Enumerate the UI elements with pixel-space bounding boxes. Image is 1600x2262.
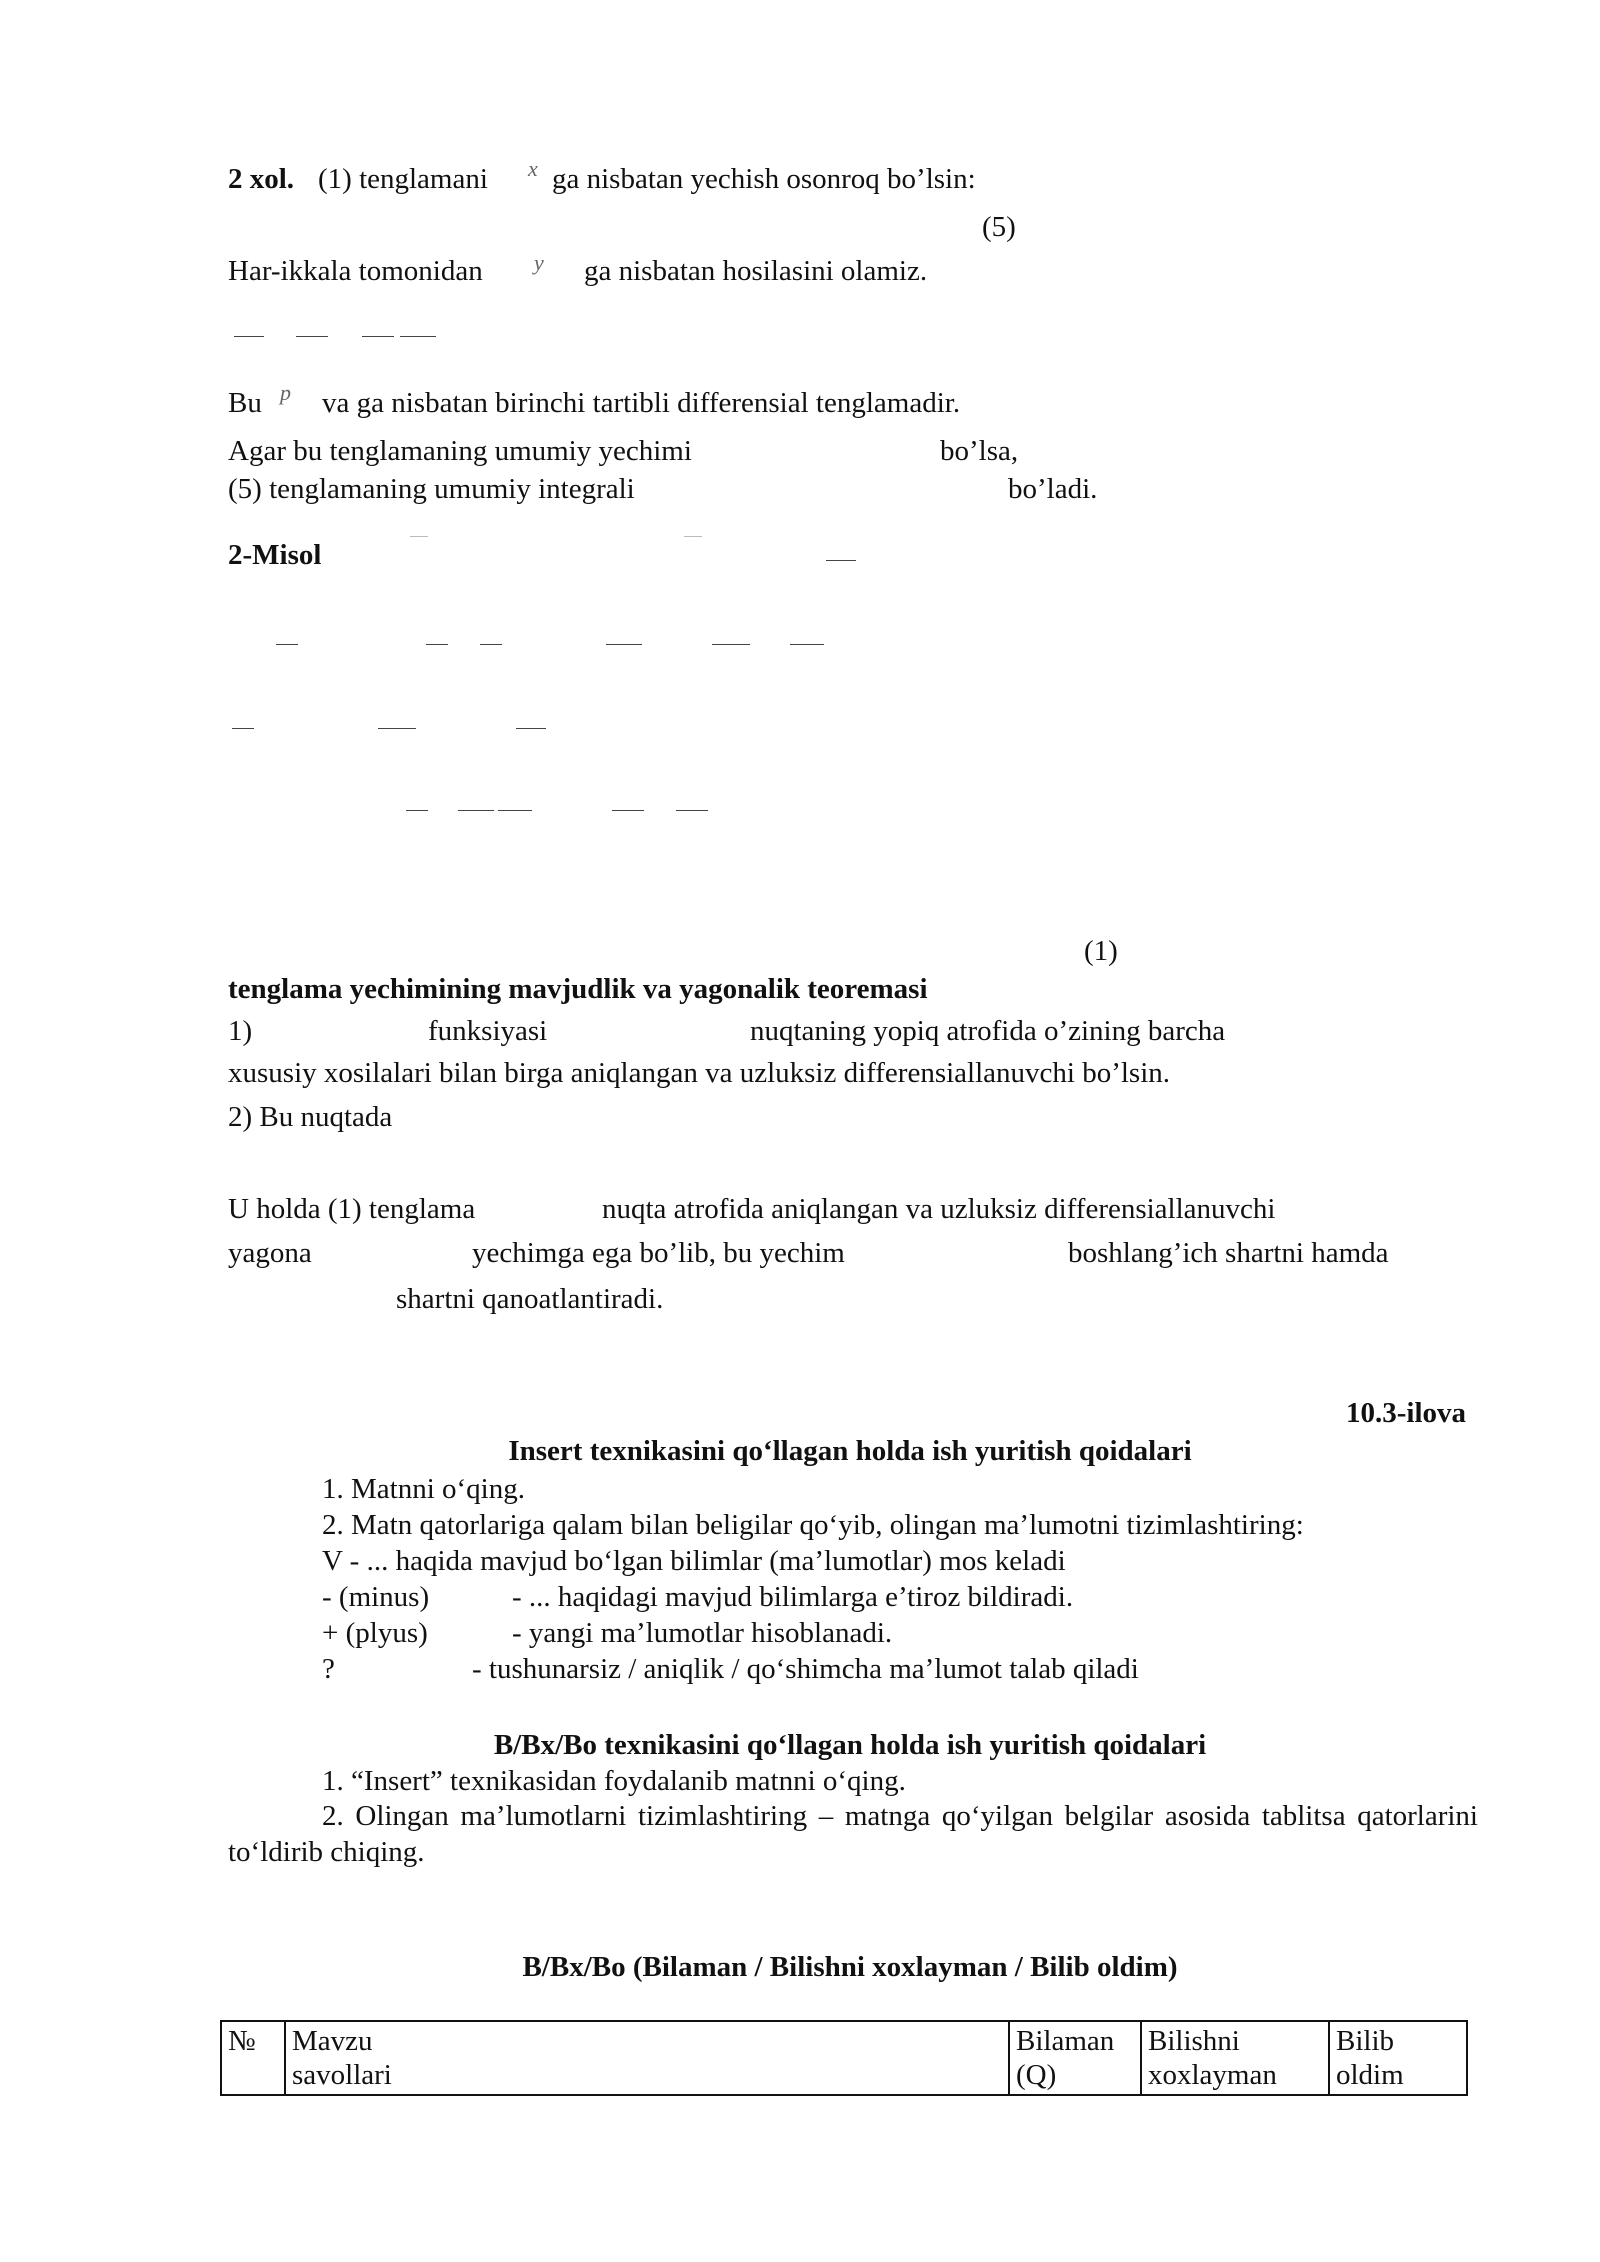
overbar xyxy=(684,536,702,537)
text-line: yechimga ega bo’lib, bu yechim xyxy=(472,1237,845,1269)
appendix-label: 10.3-ilova xyxy=(1346,1397,1467,1429)
case-heading: 2 xol. xyxy=(228,163,295,195)
theorem-title: tenglama yechimining mavjudlik va yagonalik teoremasi xyxy=(228,973,928,1005)
equation-number: (1) xyxy=(1084,935,1118,967)
symbol-description: - yangi ma’lumotlar hisoblanadi. xyxy=(512,1617,893,1649)
header-know-text: Bilaman (Q) xyxy=(1016,2025,1115,2091)
fraction-bar xyxy=(676,810,708,811)
text-line: ga nisbatan yechish osonroq bo’lsin: xyxy=(552,163,976,195)
variable-p: p xyxy=(280,380,291,405)
bbb-title: B/Bx/Bo texnikasini qo‘llagan holda ish yuritish qoidalari xyxy=(493,1729,1207,1761)
fraction-bar xyxy=(406,810,428,811)
fraction-bar xyxy=(232,728,254,729)
text-line: nuqtaning yopiq atrofida o’zining barcha xyxy=(750,1015,1226,1047)
header-learned-text: Bilib oldim xyxy=(1336,2025,1404,2091)
text-line: (1) tenglamani xyxy=(318,163,488,195)
header-cell-learned xyxy=(1329,2021,1467,2095)
text-line: funksiyasi xyxy=(428,1015,548,1047)
list-item: V - ... haqida mavjud bo‘lgan bilimlar (ma’lumotlar) mos keladi xyxy=(322,1545,1066,1577)
header-cell-number: № xyxy=(221,2021,285,2095)
text-line: Har-ikkala tomonidan xyxy=(228,255,483,287)
bbb-table xyxy=(220,2020,1468,2096)
variable-y: y xyxy=(534,250,544,275)
symbol-description: - ... haqidagi mavjud bilimlarga e’tiroz bildiradi. xyxy=(512,1581,1074,1613)
fraction-bar xyxy=(458,810,494,811)
symbol-label: ? xyxy=(322,1653,335,1685)
fraction-bar xyxy=(378,728,416,729)
text-line: ga nisbatan hosilasini olamiz. xyxy=(584,255,928,287)
fraction-bar xyxy=(498,810,532,811)
equation-number: (5) xyxy=(982,211,1016,243)
text-line: bo’ladi. xyxy=(1008,473,1098,505)
list-item: 2. Matn qatorlariga qalam bilan beligilar qo‘yib, olingan ma’lumotni tizimlashtiring: xyxy=(322,1509,1304,1541)
list-item: 2. Olingan ma’lumotlarni tizimlashtiring – matnga qo‘yilgan belgilar asosida tablitsa qatorlarini to‘ldirib chiqing. xyxy=(228,1800,1478,1868)
text-line: (5) tenglamaning umumiy integrali xyxy=(228,473,635,505)
text-line: 1) xyxy=(228,1015,253,1047)
text-line: xususiy xosilalari bilan birga aniqlangan va uzluksiz differensiallanuvchi bo’lsin. xyxy=(228,1057,1171,1089)
fraction-bar xyxy=(234,336,264,337)
fraction-bar xyxy=(606,644,642,645)
fraction-bar xyxy=(426,644,448,645)
text-line: shartni qanoatlantiradi. xyxy=(396,1283,664,1315)
text-line: Bu xyxy=(228,387,262,419)
text-line: nuqta atrofida aniqlangan va uzluksiz differensiallanuvchi xyxy=(602,1193,1276,1225)
fraction-bar xyxy=(296,336,328,337)
text-line: va ga nisbatan birinchi tartibli differensial tenglamadir. xyxy=(322,387,961,419)
header-cell-topic xyxy=(285,2021,1009,2095)
overbar xyxy=(410,536,428,537)
symbol-label: + (plyus) xyxy=(322,1617,428,1649)
text-line: bo’lsa, xyxy=(940,435,1019,467)
header-cell-know xyxy=(1009,2021,1141,2095)
table-title: B/Bx/Bo (Bilaman / Bilishni xoxlayman / Bilib oldim) xyxy=(522,1951,1178,1983)
symbol-description: - tushunarsiz / aniqlik / qo‘shimcha ma’lumot talab qiladi xyxy=(472,1653,1139,1685)
fraction-bar xyxy=(712,644,750,645)
header-cell-want xyxy=(1141,2021,1329,2095)
example-heading: 2-Misol xyxy=(228,539,322,571)
fraction-bar xyxy=(612,810,644,811)
table-header-row xyxy=(221,2021,1467,2095)
fraction-bar xyxy=(400,336,436,337)
fraction-bar xyxy=(516,728,546,729)
list-item: 1. Matnni o‘qing. xyxy=(322,1473,525,1505)
variable-x: x xyxy=(528,156,538,181)
text-line: yagona xyxy=(228,1237,312,1269)
text-line: 2) Bu nuqtada xyxy=(228,1101,393,1133)
text-line: U holda (1) tenglama xyxy=(228,1193,476,1225)
fraction-bar xyxy=(362,336,394,337)
symbol-label: - (minus) xyxy=(322,1581,430,1613)
text-line: boshlang’ich shartni hamda xyxy=(1068,1237,1389,1269)
insert-title: Insert texnikasini qo‘llagan holda ish yuritish qoidalari xyxy=(508,1435,1192,1467)
text-line: Agar bu tenglamaning umumiy yechimi xyxy=(228,435,692,467)
fraction-bar xyxy=(826,560,856,561)
header-topic-text: Mavzu savollari xyxy=(292,2025,392,2091)
header-want-text: Bilishni xoxlayman xyxy=(1148,2025,1277,2091)
fraction-bar xyxy=(790,644,824,645)
fraction-bar xyxy=(480,644,502,645)
fraction-bar xyxy=(276,644,298,645)
list-item: 1. “Insert” texnikasidan foydalanib matnni o‘qing. xyxy=(322,1765,906,1797)
